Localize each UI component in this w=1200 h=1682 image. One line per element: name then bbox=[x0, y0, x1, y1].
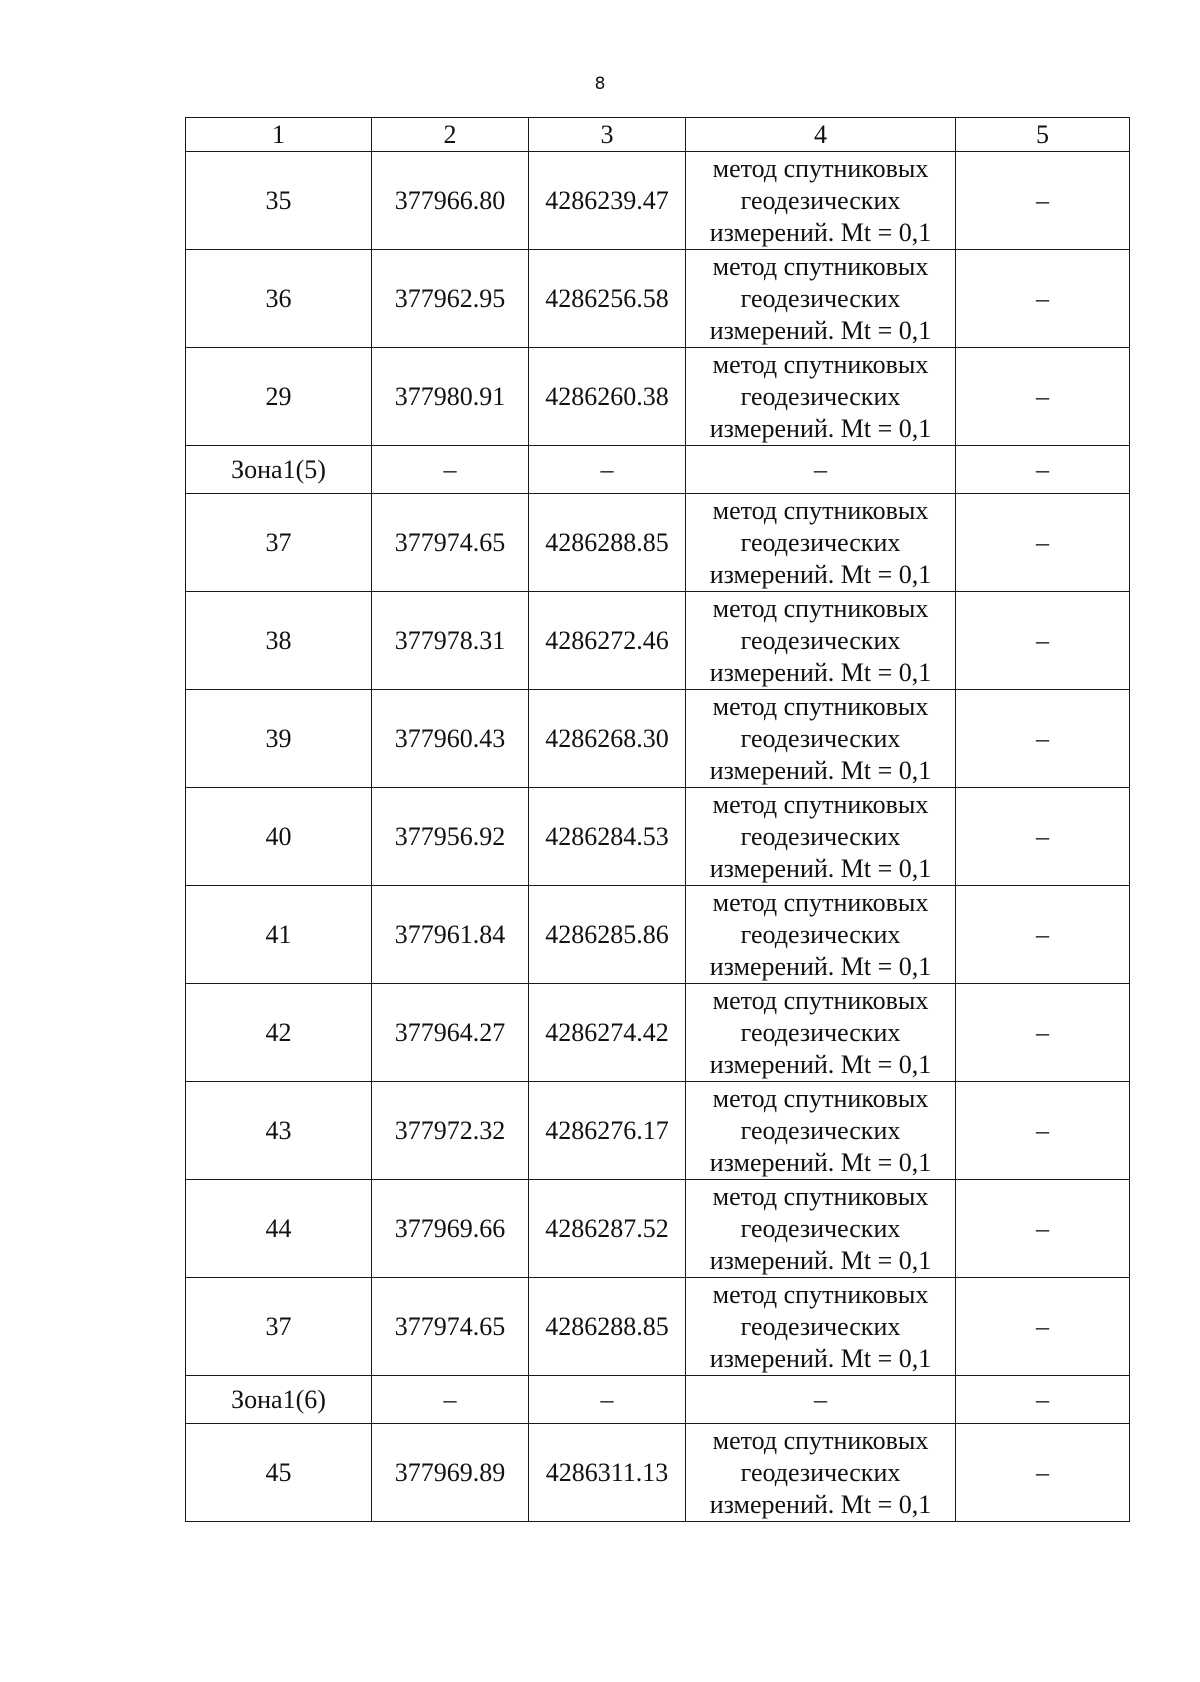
x-coordinate-cell: 377956.92 bbox=[372, 788, 529, 886]
table-row bbox=[186, 886, 1130, 984]
note-cell: – bbox=[956, 446, 1130, 494]
y-coordinate-cell: 4286288.85 bbox=[529, 1278, 686, 1376]
table-body bbox=[186, 118, 1130, 1522]
method-cell bbox=[686, 152, 956, 250]
y-coordinate-cell: 4286288.85 bbox=[529, 494, 686, 592]
x-coordinate-cell: 377960.43 bbox=[372, 690, 529, 788]
x-coordinate-cell: – bbox=[372, 1376, 529, 1424]
table-row bbox=[186, 1180, 1130, 1278]
zone-row bbox=[186, 1376, 1130, 1424]
method-cell bbox=[686, 494, 956, 592]
method-cell: – bbox=[686, 1376, 956, 1424]
method-line: геодезических bbox=[740, 185, 901, 215]
column-header-1: 1 bbox=[186, 118, 372, 152]
x-coordinate-cell: 377980.91 bbox=[372, 348, 529, 446]
table-header-row bbox=[186, 118, 1130, 152]
note-cell: – bbox=[956, 494, 1130, 592]
note-cell: – bbox=[956, 592, 1130, 690]
y-coordinate-cell: 4286239.47 bbox=[529, 152, 686, 250]
point-number-cell: 42 bbox=[186, 984, 372, 1082]
method-line: метод спутниковых bbox=[712, 1181, 929, 1211]
table-row bbox=[186, 1278, 1130, 1376]
table-row bbox=[186, 690, 1130, 788]
zone-row bbox=[186, 446, 1130, 494]
note-cell: – bbox=[956, 152, 1130, 250]
method-line: измерений. Mt = 0,1 bbox=[709, 1489, 932, 1519]
method-line: геодезических bbox=[740, 1311, 901, 1341]
y-coordinate-cell: 4286311.13 bbox=[529, 1424, 686, 1522]
x-coordinate-cell: 377961.84 bbox=[372, 886, 529, 984]
method-cell bbox=[686, 250, 956, 348]
method-line: метод спутниковых bbox=[712, 495, 929, 525]
note-cell: – bbox=[956, 1278, 1130, 1376]
point-number-cell: Зона1(5) bbox=[186, 446, 372, 494]
method-line: метод спутниковых bbox=[712, 789, 929, 819]
point-number-cell: 40 bbox=[186, 788, 372, 886]
method-line: метод спутниковых bbox=[712, 1425, 929, 1455]
method-line: метод спутниковых bbox=[712, 153, 929, 183]
method-cell bbox=[686, 592, 956, 690]
point-number-cell: 39 bbox=[186, 690, 372, 788]
method-line: измерений. Mt = 0,1 bbox=[709, 315, 932, 345]
table-row bbox=[186, 1424, 1130, 1522]
note-cell: – bbox=[956, 886, 1130, 984]
y-coordinate-cell: 4286260.38 bbox=[529, 348, 686, 446]
note-cell: – bbox=[956, 788, 1130, 886]
y-coordinate-cell: 4286287.52 bbox=[529, 1180, 686, 1278]
method-line: геодезических bbox=[740, 625, 901, 655]
y-coordinate-cell: 4286272.46 bbox=[529, 592, 686, 690]
method-line: геодезических bbox=[740, 919, 901, 949]
x-coordinate-cell: 377969.89 bbox=[372, 1424, 529, 1522]
point-number-cell: 29 bbox=[186, 348, 372, 446]
method-line: геодезических bbox=[740, 1457, 901, 1487]
method-line: измерений. Mt = 0,1 bbox=[709, 951, 932, 981]
method-cell bbox=[686, 984, 956, 1082]
x-coordinate-cell: 377972.32 bbox=[372, 1082, 529, 1180]
y-coordinate-cell: 4286285.86 bbox=[529, 886, 686, 984]
method-line: измерений. Mt = 0,1 bbox=[709, 1343, 932, 1373]
point-number-cell: 44 bbox=[186, 1180, 372, 1278]
method-cell bbox=[686, 690, 956, 788]
note-cell: – bbox=[956, 250, 1130, 348]
method-line: измерений. Mt = 0,1 bbox=[709, 559, 932, 589]
y-coordinate-cell: 4286256.58 bbox=[529, 250, 686, 348]
note-cell: – bbox=[956, 690, 1130, 788]
method-line: измерений. Mt = 0,1 bbox=[709, 755, 932, 785]
y-coordinate-cell: 4286284.53 bbox=[529, 788, 686, 886]
method-line: метод спутниковых bbox=[712, 251, 929, 281]
method-line: геодезических bbox=[740, 1115, 901, 1145]
note-cell: – bbox=[956, 984, 1130, 1082]
method-line: геодезических bbox=[740, 1017, 901, 1047]
point-number-cell: Зона1(6) bbox=[186, 1376, 372, 1424]
point-number-cell: 43 bbox=[186, 1082, 372, 1180]
point-number-cell: 37 bbox=[186, 494, 372, 592]
note-cell: – bbox=[956, 1180, 1130, 1278]
method-cell: – bbox=[686, 446, 956, 494]
note-cell: – bbox=[956, 1082, 1130, 1180]
method-line: метод спутниковых bbox=[712, 1083, 929, 1113]
table-row bbox=[186, 788, 1130, 886]
method-line: геодезических bbox=[740, 381, 901, 411]
note-cell: – bbox=[956, 1376, 1130, 1424]
method-line: геодезических bbox=[740, 1213, 901, 1243]
point-number-cell: 45 bbox=[186, 1424, 372, 1522]
note-cell: – bbox=[956, 1424, 1130, 1522]
method-line: метод спутниковых bbox=[712, 985, 929, 1015]
table-row bbox=[186, 1082, 1130, 1180]
table-row bbox=[186, 348, 1130, 446]
method-cell bbox=[686, 348, 956, 446]
method-line: геодезических bbox=[740, 283, 901, 313]
column-header-4: 4 bbox=[686, 118, 956, 152]
method-line: измерений. Mt = 0,1 bbox=[709, 853, 932, 883]
x-coordinate-cell: 377974.65 bbox=[372, 1278, 529, 1376]
method-line: метод спутниковых bbox=[712, 349, 929, 379]
column-header-3: 3 bbox=[529, 118, 686, 152]
method-line: метод спутниковых bbox=[712, 887, 929, 917]
table-row bbox=[186, 984, 1130, 1082]
method-line: измерений. Mt = 0,1 bbox=[709, 1049, 932, 1079]
method-cell bbox=[686, 1424, 956, 1522]
table-row bbox=[186, 250, 1130, 348]
column-header-2: 2 bbox=[372, 118, 529, 152]
method-line: метод спутниковых bbox=[712, 691, 929, 721]
y-coordinate-cell: – bbox=[529, 446, 686, 494]
point-number-cell: 41 bbox=[186, 886, 372, 984]
method-line: геодезических bbox=[740, 821, 901, 851]
method-cell bbox=[686, 1082, 956, 1180]
column-header-5: 5 bbox=[956, 118, 1130, 152]
y-coordinate-cell: 4286276.17 bbox=[529, 1082, 686, 1180]
method-line: метод спутниковых bbox=[712, 593, 929, 623]
y-coordinate-cell: 4286268.30 bbox=[529, 690, 686, 788]
y-coordinate-cell: 4286274.42 bbox=[529, 984, 686, 1082]
x-coordinate-cell: 377966.80 bbox=[372, 152, 529, 250]
method-line: измерений. Mt = 0,1 bbox=[709, 413, 932, 443]
method-line: измерений. Mt = 0,1 bbox=[709, 217, 932, 247]
method-cell bbox=[686, 1180, 956, 1278]
method-cell bbox=[686, 1278, 956, 1376]
method-line: метод спутниковых bbox=[712, 1279, 929, 1309]
x-coordinate-cell: 377978.31 bbox=[372, 592, 529, 690]
method-line: измерений. Mt = 0,1 bbox=[709, 657, 932, 687]
point-number-cell: 38 bbox=[186, 592, 372, 690]
method-cell bbox=[686, 788, 956, 886]
table-row bbox=[186, 152, 1130, 250]
x-coordinate-cell: 377974.65 bbox=[372, 494, 529, 592]
y-coordinate-cell: – bbox=[529, 1376, 686, 1424]
method-line: измерений. Mt = 0,1 bbox=[709, 1245, 932, 1275]
coordinates-table bbox=[185, 117, 1130, 1522]
table-row bbox=[186, 592, 1130, 690]
x-coordinate-cell: 377962.95 bbox=[372, 250, 529, 348]
x-coordinate-cell: 377964.27 bbox=[372, 984, 529, 1082]
point-number-cell: 35 bbox=[186, 152, 372, 250]
method-cell bbox=[686, 886, 956, 984]
method-line: измерений. Mt = 0,1 bbox=[709, 1147, 932, 1177]
note-cell: – bbox=[956, 348, 1130, 446]
method-line: геодезических bbox=[740, 527, 901, 557]
table-row bbox=[186, 494, 1130, 592]
point-number-cell: 37 bbox=[186, 1278, 372, 1376]
x-coordinate-cell: 377969.66 bbox=[372, 1180, 529, 1278]
x-coordinate-cell: – bbox=[372, 446, 529, 494]
page-number: 8 bbox=[594, 74, 606, 94]
method-line: геодезических bbox=[740, 723, 901, 753]
point-number-cell: 36 bbox=[186, 250, 372, 348]
